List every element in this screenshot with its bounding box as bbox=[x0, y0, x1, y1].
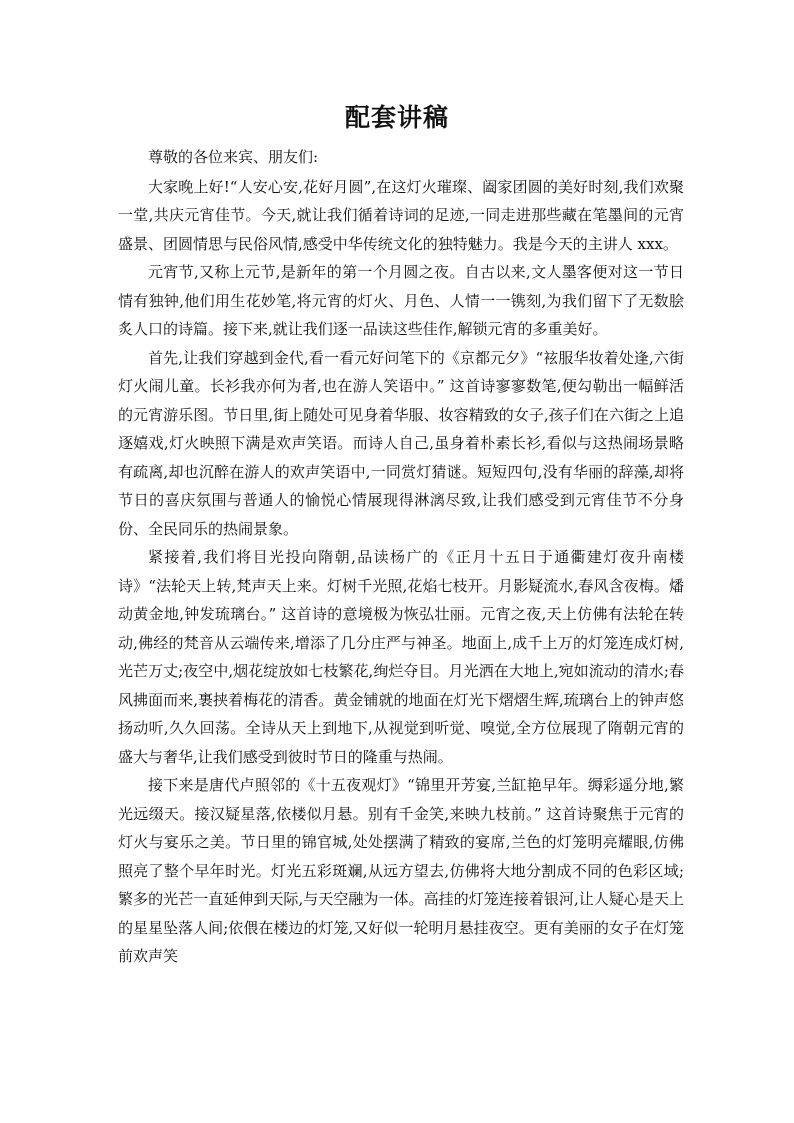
speech-body bbox=[118, 143, 684, 971]
paragraph-poem-jin: 首先,让我们穿越到金代,看一看元好问笔下的《京都元夕》“袨服华妆着处逢,六街灯火闹儿童。长衫我亦何为者,也在游人笑语中。” 这首诗寥寥数笔,便勾勒出一幅鲜活的元宵游乐图。节日里,街上随处可见身着华服、妆容精致的女子,孩子们在六街之上追逐嬉戏,灯火映照下满是欢声笑语。而诗人自己,虽身着朴素长衫,看似与这热闹场景略有疏离,却也沉醉在游人的欢声笑语中,一同赏灯猜谜。短短四句,没有华丽的辞藻,却将节日的喜庆氛围与普通人的愉悦心情展现得淋漓尽致,让我们感受到元宵佳节不分身份、全民同乐的热闹景象。 bbox=[118, 348, 684, 538]
paragraph-poem-sui: 紧接着,我们将目光投向隋朝,品读杨广的《正月十五日于通衢建灯夜升南楼诗》“法轮天上转,梵声天上来。灯树千光照,花焰七枝开。月影疑流水,春风含夜梅。燔动黄金地,钟发琉璃台。” 这首诗的意境极为恢弘壮丽。元宵之夜,天上仿佛有法轮在转动,佛经的梵音从云端传来,增添了几分庄严与神圣。地面上,成千上万的灯笼连成灯树,光芒万丈;夜空中,烟花绽放如七枝繁花,绚烂夺目。月光洒在大地上,宛如流动的清水;春风拂面而来,裹挟着梅花的清香。黄金铺就的地面在灯光下熠熠生辉,琉璃台上的钟声悠扬动听,久久回荡。全诗从天上到地下,从视觉到听觉、嗅觉,全方位展现了隋朝元宵的盛大与奢华,让我们感受到彼时节日的隆重与热闹。 bbox=[118, 548, 684, 766]
paragraph-greeting: 大家晚上好!“人安心安,花好月圆”,在这灯火璀璨、阖家团圆的美好时刻,我们欢聚一堂,共庆元宵佳节。今天,就让我们循着诗词的足迹,一同走进那些藏在笔墨间的元宵盛景、团圆情思与民俗风情,感受中华传统文化的独特魅力。我是今天的主讲人 xxx。 bbox=[118, 177, 684, 253]
paragraph-poem-tang: 接下来是唐代卢照邻的《十五夜观灯》“锦里开芳宴,兰缸艳早年。缛彩遥分地,繁光远缀天。接汉疑星落,依楼似月悬。别有千金笑,来映九枝前。” 这首诗聚焦于元宵的灯火与宴乐之美。节日里的锦官城,处处摆满了精致的宴席,兰色的灯笼明亮耀眼,仿佛照亮了整个早年时光。灯光五彩斑斓,从远方望去,仿佛将大地分割成不同的色彩区域;繁多的光芒一直延伸到天际,与天空融为一体。高挂的灯笼连接着银河,让人疑心是天上的星星坠落人间;依偎在楼边的灯笼,又好似一轮明月悬挂夜空。更有美丽的女子在灯笼前欢声笑 bbox=[118, 776, 684, 965]
salutation: 尊敬的各位来宾、朋友们: bbox=[148, 148, 319, 166]
page-title: 配套讲稿 bbox=[344, 103, 449, 132]
paragraph-intro: 元宵节,又称上元节,是新年的第一个月圆之夜。自古以来,文人墨客便对这一节日情有独钟,他们用生花妙笔,将元宵的灯火、月色、人情一一镌刻,为我们留下了无数脍炙人口的诗篇。接下来,就让我们逐一品读这些佳作,解锁元宵的多重美好。 bbox=[118, 263, 684, 338]
